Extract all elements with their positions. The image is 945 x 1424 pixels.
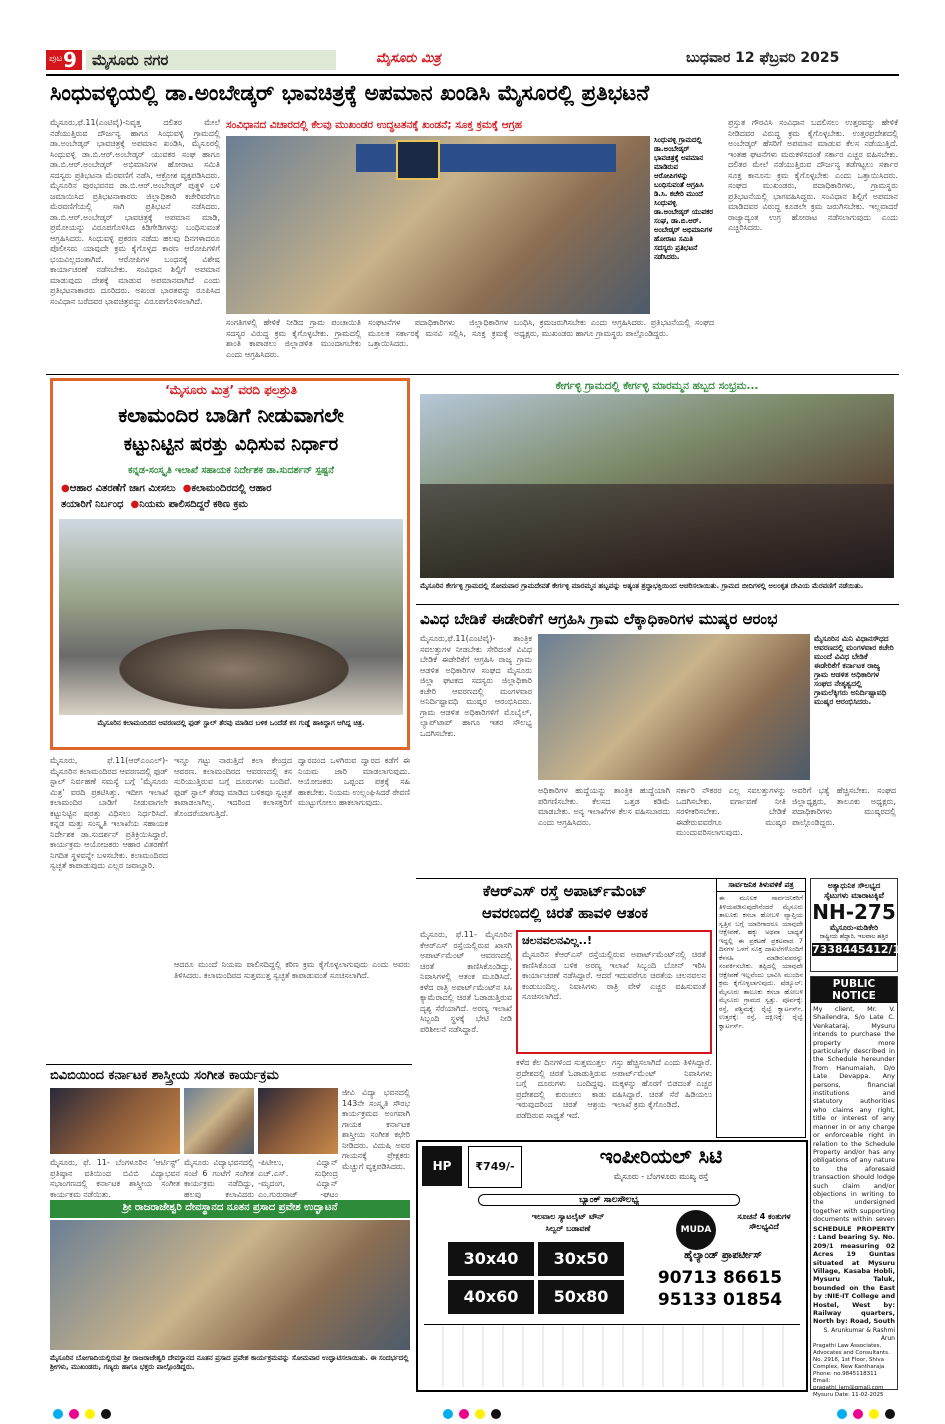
kala-bullet-2: ಕಲಾಮಂದಿರದಲ್ಲಿ ಆಹಾರ (191, 483, 272, 494)
black-dot (885, 1409, 895, 1419)
strike-rule (416, 604, 899, 605)
public-notice (810, 976, 898, 1398)
kala-bullet-4: ನಿಯಮ ಪಾಲಿಸದಿದ್ದರೆ ಕಠಿಣ ಕ್ರಮ (139, 499, 248, 510)
temple-photo (50, 1220, 410, 1350)
strike-body-1: ಮೈಸೂರು,ಫೆ.11(ಎಂಟಿವೈ)- ತಾಂತ್ರಿಕ ಸವಲತ್ತುಗಳ ನೀಡಬೇಕು ಸೇರಿದಂತೆ ವಿವಿಧ ಬೇಡಿಕೆ ಈಡೇರಿಕೆಗೆ ಆಗ್ರಹಿಸಿ ರಾಜ್ಯ ಗ್ರಾಮ ಆಡಳಿತ ಅಧಿಕಾರಿಗಳ ಸಂಘದ ಮೈಸೂರು ಜಿಲ್ಲಾ ಘಟಕದ ಸದಸ್ಯರು ಜಿಲ್ಲಾಧಿಕಾರಿ ಕಚೇರಿ ಆವರಣದಲ್ಲಿ ಮಂಗಳವಾರ ಅನಿರ್ದಿಷ್ಟಾವಧಿ ಮುಷ್ಕರ ಆರಂಭಿಸಿದರು. ಗ್ರಾಮ ಆಡಳಿತ ಅಧಿಕಾರಿಗಳಿಗೆ ಮೊಬೈಲ್, ಲ್ಯಾಪ್‌ಟಾಪ್ ಹಾಗೂ ಇತರ ಸೌಲಭ್ಯ ಒದಗಿಸಬೇಕು. (420, 634, 532, 738)
strike-photo-caption: ಮೈಸೂರಿನ ಮಿನಿ ವಿಧಾನಸೌಧದ ಆವರಣದಲ್ಲಿ ಮಂಗಳವಾರ ಕಚೇರಿ ಮುಂದೆ ವಿವಿಧ ಬೇಡಿಕೆ ಈಡೇರಿಕೆಗೆ ಕರ್ನಾಟಕ ರಾಜ್ಯ ಗ್ರಾಮ ಆಡಳಿತ ಅಧಿಕಾರಿಗಳ ಸಂಘದ ನೇತೃತ್ವದಲ್ಲಿ ಗ್ರಾಮಲೆಕ್ಕಿಗರು ಅನಿರ್ದಿಷ್ಟಾವಧಿ ಮುಷ್ಕರ ಆರಂಭಿಸಿದರು. (814, 634, 894, 706)
lead-body-mid1: ಸಂಗತಿಗಳಲ್ಲಿ ಹೇಳಿಕೆ ನೀಡಿದ ಗ್ರಾಮ ಪಂಚಾಯಿತಿ ಸದಸ್ಯರ ವಿರುದ್ಧ ಕ್ರಮ ಕೈಗೊಳ್ಳಬೇಕು. ಗ್ರಾಮದಲ್ಲಿ ಶಾಂತಿ ಕಾಪಾಡಲು ಜಿಲ್ಲಾಡಳಿತ ಮುಂದಾಗಬೇಕು ಎಂದು ಆಗ್ರಹಿಸಿದರು. (226, 318, 361, 359)
masthead-logo: ಮೈಸೂರು ಮಿತ್ರ (376, 51, 441, 66)
hp-logo-text: HP (432, 1159, 452, 1173)
lead-body-left: ಮೈಸೂರು,ಫೆ.11(ಎಂಟಿವೈ)-ನಿವೃತ್ತ ದಲಿತರ ಮೇಲೆ ನಡೆಯುತ್ತಿರುವ ದೌರ್ಜನ್ಯ ಹಾಗೂ ಸಿಂಧುವಳ್ಳಿ ಗ್ರಾಮದಲ್ಲಿ ಡಾ.ಅಂಬೇಡ್ಕರ್ ಭಾವಚಿತ್ರಕ್ಕೆ ಅಪಮಾನ ಖಂಡಿಸಿ, ಮೈಸೂರಲ್ಲಿ ಸಿಂಧುವಳ್ಳಿ ಡಾ.ಬಿ.ಆರ್.ಅಂಬೇಡ್ಕರ್ ಯುವಕರ ಸಂಘ ಹಾಗೂ ಡಾ.ಬಿ.ಆರ್.ಅಂಬೇಡ್ಕರ್ ಅಭಿಮಾನಿಗಳ ಹೋರಾಟ ಸಮಿತಿ ಸದಸ್ಯರು ಪ್ರತಿಭಟನಾ ಮೆರವಣಿಗೆ ನಡೆಸಿ, ಆಕ್ರೋಶ ವ್ಯಕ್ತಪಡಿಸಿದರು. ಮೈಸೂರಿನ ಪುರಭವನದ ಡಾ.ಬಿ.ಆರ್.ಅಂಬೇಡ್ಕರ್ ಪುತ್ಥಳಿ ಬಳಿ ಜಮಾಯಿಸಿದ ಪ್ರತಿಭಟನಾಕಾರರು ಜಿಲ್ಲಾಧಿಕಾರಿ ಕಚೇರಿವರೆಗೂ ಮೆರವಣಿಗೆಯಲ್ಲಿ ಸಾಗಿ ಪ್ರತಿಭಟನೆ ನಡೆಸಿದರು. ಡಾ.ಬಿ.ಆರ್.ಅಂಬೇಡ್ಕರ್ ಭಾವಚಿತ್ರಕ್ಕೆ ಅಪಮಾನ ಮಾಡಿ, ಪ್ರಮೋಯನ್ನು ವಿರೂಪಗೊಳಿಸಿದ ಕಿಡಿಗೇಡಿಗಳನ್ನು ಬಂಧಿಸುವಂತೆ ಆಗ್ರಹಿಸಿದರು. ಸಿಂಧುವಳ್ಳಿ ಪ್ರಕರಣ ನಡೆದು ಹಲವು ದಿನಗಳಾದರೂ ಪೊಲೀಸರು ಯಾವುದೇ ಕ್ರಮ ಕೈಗೊಳ್ಳದ ಕಾರಣ ಆರೋಪಿಗಳಿಗೆ ಭಯವಿಲ್ಲದಂತಾಗಿದೆ. ಆರೋಪಿಗಳ ಬಂಧನಕ್ಕೆ ವಿಶೇಷ ಕಾರ್ಯಾಚರಣೆ ನಡೆಸಬೇಕು. ಸಂವಿಧಾನ ಶಿಲ್ಪಿಗೆ ಅಪಮಾನ ಮಾಡುವುದು ದೇಶಕ್ಕೆ ಮಾಡುವ ಅಪಮಾನವಾಗಿದೆ ಎಂದು ಪ್ರತಿಭಟನಾಕಾರರು ದೂರಿದರು. ಅಖಂಡ ಭಾರತವನ್ನು ರೂಪಿಸಿದ ಸಂವಿಧಾನ ಬರೆದವರ ಭಾವಚಿತ್ರವನ್ನು ವಿರೂಪಗೊಳಿಸಲಾಗಿದೆ. (50, 118, 220, 306)
nh-ad-line1: ಅತ್ಯಾಧುನಿಕ ಸೌಲಭ್ಯದ (827, 881, 881, 890)
lead-subhead-bar (226, 118, 714, 134)
footer-brand: ಹೈಲ್ಯಾಂಡ್ ಪ್ರಾಪರ್ಟೀಸ್ (684, 1250, 762, 1261)
size-2: 30x50 (538, 1242, 624, 1276)
imperial-title: ಇಂಪೀರಿಯಲ್ ಸಿಟಿ (599, 1144, 723, 1168)
section-bar (86, 50, 336, 70)
banner (356, 144, 616, 172)
music-caption-3: -ಪಿಟೀಲು, ವಿದ್ವಾನ್ ಎಚ್.ಎಸ್. ಸುಧೀಂದ್ರ -ಮೃದಂಗ, ವಿದ್ವಾನ್ ಎಂ.ಗುರುರಾಜ್ -ಘಟಂ (258, 1158, 338, 1198)
nh-ad-line3: ಮೈಸೂರು-ಮಡಿಕೇರಿ (829, 923, 879, 932)
festival-photo (420, 394, 894, 578)
nh-ad-line4: ರಾಷ್ಟ್ರೀಯ ಹೆದ್ದಾರಿ, ಇಲವಾಲ ಹತ್ತಿರ (819, 933, 889, 940)
bank-badge: ಬ್ಯಾಂಕ್ ಸಾಲಸೌಲಭ್ಯ (478, 1194, 740, 1206)
public-notice-signature: S. Arunkumar & Rashmi Arun (823, 1327, 895, 1342)
strike-body-4: ಅವರಿಗೆ ಭತ್ಯೆ ಹೆಚ್ಚಿಸಬೇಕು. ಸಂಘದ ಜಿಲ್ಲಾಧ್ಯಕ್ಷರು, ತಾಲೂಕು ಅಧ್ಯಕ್ಷರು, ಪದಾಧಿಕಾರಿಗಳು ಮುಷ್ಕರದಲ್ಲಿ ಪಾಲ್ಗೊಂಡಿದ್ದರು. (792, 786, 896, 827)
kala-box (50, 378, 410, 750)
music-caption-2: ಮೈಸೂರು ವಿದ್ಯಾಭವನದಲ್ಲಿ ಸಂಜೆ 6 ಗಂಟೆಗೆ ಸಂಗೀತ ಕಾರ್ಯಕ್ರಮ ನಡೆದಿದ್ದು, ಹಲವು ಕಲಾವಿದರು (184, 1158, 254, 1198)
temple-caption: ಮೈಸೂರಿನ ಬೋಗಾದಿಯಲ್ಲಿರುವ ಶ್ರೀ ರಾಜರಾಜೇಶ್ವರಿ ದೇವಸ್ಥಾನದ ನೂತನ ಪ್ರಸಾದ ಪ್ರವೇಶ ಕಾರ್ಯಕ್ರಮವನ್ನು ಸೋಮವಾರ ಉದ್ಘಾಟಿಸಲಾಯಿತು. ಈ ಸಂದರ್ಭದಲ್ಲಿ ಶ್ರೀಗಳು, ಮುಖಂಡರು, ಗಣ್ಯರು ಹಾಗೂ ಭಕ್ತರು ಪಾಲ್ಗೊಂಡಿದ್ದರು. (50, 1354, 409, 1371)
ad-map-area (424, 1324, 800, 1387)
lead-caption-box (654, 136, 714, 314)
kala-bullet-3: ತಯಾರಿಗೆ ನಿರ್ಬಂಧ (61, 499, 124, 510)
music-caption-1: ಮೈಸೂರು, ಫೆ. 11- ಬೆಂಗಳೂರಿನ ‘ಆರ್ಟಿಸ್ಟ್’ ಪ್ರತಿಷ್ಠಾನ ವತಿಯಿಂದ ಬಿವಿಬಿ ವಿದ್ಯಾಭವನ ಸಭಾಂಗಣದಲ್ಲಿ ಕರ್ನಾಟಕ ಶಾಸ್ತ್ರೀಯ ಸಂಗೀತ ಕಾರ್ಯಕ್ರಮ ನಡೆಯಿತು. (50, 1158, 180, 1198)
sizes-grid (448, 1242, 628, 1316)
krs-body-1: ಮೈಸೂರು, ಫೆ.11- ಮೈಸೂರಿನ ಕೆಆರ್‌ಎಸ್ ರಸ್ತೆಯಲ್ಲಿರುವ ಖಾಸಗಿ ಅಪಾರ್ಟ್‌ಮೆಂಟ್ ಆವರಣದಲ್ಲಿ ಚಿರತೆ ಕಾಣಿಸಿಕೊಂಡಿದ್ದು, ನಿವಾಸಿಗಳಲ್ಲಿ ಆತಂಕ ಮೂಡಿಸಿದೆ. ಕಳೆದ ರಾತ್ರಿ ಅಪಾರ್ಟ್‌ಮೆಂಟ್‌ನ ಸಿಸಿ ಕ್ಯಾಮೆರಾದಲ್ಲಿ ಚಿರತೆ ಓಡಾಡುತ್ತಿರುವ ದೃಶ್ಯ ಸೆರೆಯಾಗಿದೆ. ಅರಣ್ಯ ಇಲಾಖೆ ಸಿಬ್ಬಂದಿ ಸ್ಥಳಕ್ಕೆ ಭೇಟಿ ನೀಡಿ ಪರಿಶೀಲನೆ ನಡೆಸಿದ್ದಾರೆ. (420, 930, 512, 1034)
protest-photo (226, 136, 650, 314)
kala-body-1: ಮೈಸೂರು, ಫೆ.11(ಆರ್‌ಎಂಎಲ್)- ಮೈಸೂರಿನ ಕಲಾಮಂದಿರದ ಆವರಣದಲ್ಲಿ ಫುಡ್ ಸ್ಟಾಲ್ ನಿರ್ವಹಣೆ ಸಮಸ್ಯೆ ಬಗ್ಗೆ ‘ಮೈಸೂರು ಮಿತ್ರ’ ವರದಿ ಪ್ರಕಟಿಸಿತ್ತು. ಇದೀಗ ಇಲಾಖೆ ಕಲಾಮಂದಿರ ಬಾಡಿಗೆ ನೀಡುವಾಗಲೇ ಕಟ್ಟುನಿಟ್ಟಿನ ಷರತ್ತು ವಿಧಿಸಲು ನಿರ್ಧರಿಸಿದೆ. ಕನ್ನಡ ಮತ್ತು ಸಂಸ್ಕೃತಿ ಇಲಾಖೆಯ ಸಹಾಯಕ ನಿರ್ದೇಶಕ ಡಾ.ಸುದರ್ಶನ್ ಪ್ರತಿಕ್ರಿಯಿಸಿದ್ದಾರೆ. ಕಾರ್ಯಕ್ರಮ ಆಯೋಜಕರು ಆಹಾರ ವಿತರಣೆಗೆ ನಿಗದಿತ ಸ್ಥಳವನ್ನೇ ಬಳಸಬೇಕು. ಕಲಾಮಂದಿರದ ಸ್ವಚ್ಛತೆ ಕಾಪಾಡುವುದು ಎಲ್ಲರ ಜವಾಬ್ದಾರಿ. (50, 756, 168, 870)
public-notice-firm: Pragathi Law Associates, Advocates and Consultants. No. 2916, 1st Floor, Shiva Complex, New Kantharaja (813, 1343, 890, 1370)
krs-body-3: ಗಸ್ತು ಹೆಚ್ಚಿಸಲಾಗಿದೆ ಎಂದು ತಿಳಿಸಿದ್ದಾರೆ. ಅಪಾರ್ಟ್‌ಮೆಂಟ್ ನಿವಾಸಿಗಳು ಮಕ್ಕಳನ್ನು ಹೊರಗೆ ಬಿಡದಂತೆ ಎಚ್ಚರ ವಹಿಸಿದ್ದಾರೆ. ಚಿರತೆ ಸೆರೆ ಹಿಡಿಯಲು ಇಲಾಖೆ ಕ್ರಮ ಕೈಗೊಂಡಿದೆ. (612, 1058, 712, 1109)
temple-headline-bar (50, 1200, 410, 1218)
kala-body-4: ಆದರೂ ಮುಂದೆ ನಿಯಮ ಪಾಲಿಸದಿದ್ದಲ್ಲಿ ಕಠಿಣ ಕ್ರಮ ಕೈಗೊಳ್ಳಲಾಗುವುದು ಎಂದು ಅವರು ತಿಳಿಸಿದರು. ಕಲಾಮಂದಿರದ ಸುತ್ತಮುತ್ತ ಸ್ವಚ್ಛತೆ ಕಾಪಾಡುವಂತೆ ಸೂಚಿಸಲಾಗಿದೆ. (174, 960, 410, 980)
black-dot (491, 1409, 501, 1419)
muda-badge (676, 1210, 716, 1250)
kala-body-3: ದ್ವಾರದಂದ ಒಳಗಿರುವ ದ್ವಾರದ ಕಡೆಗೆ ಈ ನಿಯಮ ಜಾರಿ ಮಾಡಲಾಗುವುದು. ಆಯೋಜಕರು ಒಪ್ಪಂದ ಪತ್ರಕ್ಕೆ ಸಹಿ ಹಾಕಬೇಕು. ನಿಯಮ ಉಲ್ಲಂಘಿಸಿದರೆ ಠೇವಣಿ ಮುಟ್ಟುಗೋಲು ಹಾಕಲಾಗುವುದು. (298, 756, 410, 807)
kala-bullet-1: ಆಹಾರ ವಿತರಣೆಗೆ ಜಾಗ ಮೀಸಲು (69, 483, 176, 494)
size-4: 50x80 (538, 1280, 624, 1314)
public-notice-phone: Phone: no.9845118311 (813, 1371, 878, 1377)
registration-marks-right (834, 1404, 898, 1423)
temple-headline: ಶ್ರೀ ರಾಜರಾಜೇಶ್ವರಿ ದೇವಸ್ಥಾನದ ನೂತನ ಪ್ರಸಾದ ಪ್ರವೇಶ ಉದ್ಘಾಟನೆ (122, 1202, 338, 1213)
lead-headline: ಸಿಂಧುವಳ್ಳಿಯಲ್ಲಿ ಡಾ.ಅಂಬೇಡ್ಕರ್ ಭಾವಚಿತ್ರಕ್ಕೆ ಅಪಮಾನ ಖಂಡಿಸಿ ಮೈಸೂರಲ್ಲಿ ಪ್ರತಿಭಟನೆ (50, 81, 650, 106)
registration-marks-center (440, 1404, 504, 1423)
kala-headline-2: ಕಟ್ಟುನಿಟ್ಟಿನ ಷರತ್ತು ವಿಧಿಸುವ ನಿರ್ಧಾರ (123, 434, 339, 455)
kala-bullets (61, 481, 405, 515)
public-notice-body: My client, Mr. V. Shailendra, S/o Late C. Venkataraj, Mysuru intends to purchase the property more particularly described in the Schedule hereunder from Hanumaiah, D/o Late Devappa. Any persons, financial institutions and statutory authorities who claims any right, title or interest of any manner in or any charge or enforceable right in relation to the Schedule Property and/or has any obligations of any nature to the aforesaid transaction should lodge such claim and/or objections in writing to the undersigned together with supporting documents within seven (813, 1005, 895, 1224)
public-notice-email: Email: pragathi_lam@gmail.com (813, 1378, 884, 1391)
bullet-dot: ● (61, 483, 70, 494)
issue-date: ಬುಧವಾರ 12 ಫೆಬ್ರವರಿ 2025 (686, 50, 840, 66)
header-rule (46, 74, 899, 76)
garbage-photo (59, 519, 403, 715)
kannada-notice-body: ಈ ಮೂಲಕ ಸಾರ್ವಜನಿಕರಿಗೆ ತಿಳಿಯಪಡಿಸುವುದೇನೆಂದರೆ ಮೈಸೂರು ತಾಲೂಕು ಕಸಬಾ ಹೋಬಳಿ ವ್ಯಾಪ್ತಿಯ ಸ್ವತ್ತಿನ ಬಗ್ಗೆ ಯಾರಿಗಾದರೂ ಯಾವುದೇ ಆಕ್ಷೇಪಣೆ, ಹಕ್ಕು ಅಥವಾ ಬಾಧ್ಯತೆ ಇದ್ದಲ್ಲಿ ಈ ಪ್ರಕಟಣೆ ಪ್ರಕಟವಾದ 7 ದಿನಗಳ ಒಳಗೆ ಸೂಕ್ತ ದಾಖಲೆಗಳೊಂದಿಗೆ ಕೆಳಸಹಿ ಮಾಡಿರುವವರನ್ನು ಸಂಪರ್ಕಿಸಬೇಕು. ತಪ್ಪಿದಲ್ಲಿ ಯಾವುದೇ ಆಕ್ಷೇಪಣೆ ಇಲ್ಲವೆಂದು ಭಾವಿಸಿ ಮುಂದಿನ ಕ್ರಮ ಕೈಗೊಳ್ಳಲಾಗುವುದು. ಷೆಡ್ಯೂಲ್: ಮೈಸೂರು ತಾಲೂಕು ಕಸಬಾ ಹೋಬಳಿ ಮೈಸೂರು ಗ್ರಾಮದ ಸ್ವತ್ತು. ಪೂರ್ವಕ್ಕೆ: ರಸ್ತೆ, ಪಶ್ಚಿಮಕ್ಕೆ: ರೈಲ್ವೆ ಕ್ವಾರ್ಟರ್ಸ್, ಉತ್ತರಕ್ಕೆ: ರಸ್ತೆ, ದಕ್ಷಿಣಕ್ಕೆ: ರೈಲ್ವೆ ಕ್ವಾರ್ಟರ್ಸ್. (719, 894, 803, 1030)
kala-body-2: ಇನ್ನೂ ಗಟ್ಟು ನಾರುತ್ತಿದೆ ಕಲಾ ಕೇಂದ್ರದ ಆವರಣ. ಕಲಾಮಂದಿರದ ಆವರಣದಲ್ಲಿ ಕಸ ಸುರಿಯುತ್ತಿರುವ ಬಗ್ಗೆ ದೂರುಗಳು ಬಂದಿವೆ. ಫುಡ್ ಸ್ಟಾಲ್ ತೆರವು ಮಾಡಿದ ಬಳಿಕವೂ ಸ್ವಚ್ಛತೆ ಕಾಪಾಡಲಾಗಿಲ್ಲ. ಇದರಿಂದ ಕಲಾಸಕ್ತರಿಗೆ ತೊಂದರೆಯಾಗುತ್ತಿದೆ. (174, 756, 292, 818)
music-photo-1 (50, 1088, 180, 1154)
public-notice-title: PUBLIC NOTICE (811, 977, 897, 1003)
nh-ad-line2: ಸೈಟುಗಳು ಮಾರಾಟಕ್ಕಿವೆ (824, 891, 884, 900)
imperial-line1: ಇಲವಾಲ ಸ್ಯಾಟಲೈಟ್ ಟೌನ್ (531, 1212, 605, 1221)
cyan-dot (837, 1409, 847, 1419)
magenta-dot (459, 1409, 469, 1419)
bullet-dot: ● (182, 483, 192, 494)
music-body: ಜೀವಿ ವಿದ್ಯಾ ಭವನದಲ್ಲಿ 143ನೇ ಸಂಸ್ಕೃತಿ ಸೌರಭ ಕಾರ್ಯಕ್ರಮದ ಅಂಗವಾಗಿ ಗಾಯಕ ಕರ್ನಾಟಕ ಶಾಸ್ತ್ರೀಯ ಸಂಗೀತ ಕಛೇರಿ ನೀಡಿದರು. ವಿದುಷಿ ಅವರ ಗಾಯನಕ್ಕೆ ಪ್ರೇಕ್ಷಕರು ಮೆಚ್ಚುಗೆ ವ್ಯಕ್ತಪಡಿಸಿದರು. (342, 1088, 410, 1171)
nh275-ad (810, 878, 908, 972)
krs-box-title: ಚಲನವಲನವಿಲ್ಲ..! (522, 934, 592, 947)
nh-ad-title: NH-275 (812, 900, 896, 924)
price-tag (468, 1146, 522, 1188)
lead-bottom-rule (46, 374, 899, 375)
size-1: 30x40 (448, 1242, 534, 1276)
krs-box (516, 930, 712, 1054)
music-photo-2 (184, 1088, 254, 1154)
price: ₹749/- (475, 1160, 515, 1173)
magenta-dot (853, 1409, 863, 1419)
music-headline: ಬಿವಿಬಿಯಿಂದ ಕರ್ನಾಟಕ ಶಾಸ್ತ್ರೀಯ ಸಂಗೀತ ಕಾರ್ಯಕ್ರಮ (50, 1068, 279, 1083)
festival-headline: ಕೇರ್ಗಳ್ಳಿ ಗ್ರಾಮದಲ್ಲಿ ಕೇರ್ಗಳ್ಳಿ ಮಾರಮ್ಮನ ಹಬ್ಬದ ಸಂಭ್ರಮ... (555, 380, 759, 392)
black-dot (101, 1409, 111, 1419)
krs-box-body: ಮೈಸೂರಿನ ಕೆಆರ್‌ಎಸ್ ರಸ್ತೆಯಲ್ಲಿರುವ ಅಪಾರ್ಟ್‌ಮೆಂಟ್‌ನಲ್ಲಿ ಚಿರತೆ ಕಾಣಿಸಿಕೊಂಡ ಬಳಿಕ ಅರಣ್ಯ ಇಲಾಖೆ ಸಿಬ್ಬಂದಿ ಬೋನ್ ಇರಿಸಿ ಕಾರ್ಯಾಚರಣೆ ನಡೆಸಿದ್ದಾರೆ. ಆದರೆ ಇದುವರೆಗೂ ಚಿರತೆಯ ಚಲನವಲನ ಕಂಡುಬಂದಿಲ್ಲ. ನಿವಾಸಿಗಳು ರಾತ್ರಿ ವೇಳೆ ಎಚ್ಚರ ವಹಿಸುವಂತೆ ಸೂಚಿಸಲಾಗಿದೆ. (522, 950, 706, 1001)
kannada-notice-title: ಸಾರ್ವಜನಿಕ ತಿಳುವಳಿಕೆ ಪತ್ರ (717, 879, 805, 892)
magenta-dot (69, 1409, 79, 1419)
phone-2: 95133 01854 (657, 1290, 783, 1310)
page-label: ಪುಟ (49, 54, 63, 64)
cyan-dot (443, 1409, 453, 1419)
yellow-dot (475, 1409, 485, 1419)
yellow-dot (85, 1409, 95, 1419)
cyan-dot (53, 1409, 63, 1419)
kala-caption: ಮೈಸೂರಿನ ಕಲಾಮಂದಿರದ ಆವರಣದಲ್ಲಿ ಫುಡ್ ಸ್ಟಾಲ್ ತೆರವು ಮಾಡಿದ ಬಳಿಕ ಒಂದೆಡೆ ಕಸ ಗುಡ್ಡೆ ಹಾಕಿದ್ದಾಗ ಆಗಿದ್ದ ಚಿತ್ರ. (97, 719, 365, 727)
imperial-line2: ಸಿಲ್ವರ್ ಬಡಾವಣೆ (545, 1224, 591, 1233)
music-rule (46, 1064, 412, 1065)
page-header (46, 48, 899, 72)
ambedkar-portrait (396, 140, 440, 180)
kala-kicker: ‘ಮೈಸೂರು ಮಿತ್ರ’ ವರದಿ ಫಲಶ್ರುತಿ (165, 383, 297, 397)
krs-headline-2: ಆವರಣದಲ್ಲಿ ಚಿರತೆ ಹಾವಳಿ ಆತಂಕ (481, 904, 649, 922)
installment-note: ಸೂಚನೆ 4 ಕಂತುಗಳ ಸೌಲಭ್ಯವಿದೆ (737, 1212, 791, 1231)
page-number: 9 (63, 48, 77, 72)
hp-logo (422, 1146, 462, 1186)
crowd (420, 484, 894, 578)
lead-subhead: ಸಂವಿಧಾನದ ವಿಚಾರದಲ್ಲಿ ಕೆಲವು ಮುಖಂಡರ ಉದ್ಧಟತನಕ್ಕೆ ಖಂಡನೆ; ಸೂಕ್ತ ಕ್ರಮಕ್ಕೆ ಆಗ್ರಹ (226, 119, 523, 131)
kala-sub: ಕನ್ನಡ-ಸಂಸ್ಕೃತಿ ಇಲಾಖೆ ಸಹಾಯಕ ನಿರ್ದೇಶಕ ಡಾ.ಸುದರ್ಶನ್ ಸ್ಪಷ್ಟನೆ (128, 465, 334, 476)
bullet-dot: ● (130, 499, 140, 510)
lead-body-right: ಪ್ರಸ್ತುತ ಗೌರವಿಸಿ ಸಂವಿಧಾನ ಬದಲಿಸಲು ಉತ್ತರವನ್ನು ಹೇಳಿಕೆ ನೀಡಿದವರ ವಿರುದ್ಧ ಕ್ರಮ ಕೈಗೊಳ್ಳಬೇಕು. ಉತ್ತರಪ್ರದೇಶದಲ್ಲಿ ಅಂಬೇಡ್ಕರ್ ಹೆಸರಿಗೆ ಅಪಮಾನ ಮಾಡುವ ಕೆಲಸ ನಡೆಯುತ್ತಿದೆ. ಇಂತಹ ಘಟನೆಗಳು ಮರುಕಳಿಸದಂತೆ ಸರ್ಕಾರ ಎಚ್ಚರ ವಹಿಸಬೇಕು. ದಲಿತರ ಮೇಲೆ ನಡೆಯುತ್ತಿರುವ ದೌರ್ಜನ್ಯ ತಡೆಗಟ್ಟಲು ಸರ್ಕಾರ ಸೂಕ್ತ ಕಾನೂನು ಕ್ರಮ ಕೈಗೊಳ್ಳಬೇಕು ಎಂದು ಒತ್ತಾಯಿಸಿದರು. ಸಂಘದ ಮುಖಂಡರು, ಪದಾಧಿಕಾರಿಗಳು, ಗ್ರಾಮಸ್ಥರು ಪ್ರತಿಭಟನೆಯಲ್ಲಿ ಭಾಗವಹಿಸಿದ್ದರು. ಸಂವಿಧಾನ ಶಿಲ್ಪಿಗೆ ಅಪಮಾನ ಮಾಡಿದವರ ವಿರುದ್ಧ ಕೂಡಲೇ ಕ್ರಮ ಜರುಗಿಸಬೇಕು. ಇಲ್ಲವಾದರೆ ರಾಜ್ಯಾದ್ಯಂತ ಉಗ್ರ ಹೋರಾಟ ನಡೆಸಲಾಗುವುದು ಎಂದು ಎಚ್ಚರಿಸಿದರು. (728, 118, 898, 232)
music-photo-3 (258, 1088, 338, 1154)
public-notice-schedule: SCHEDULE PROPERTY : Land bearing Sy. No. 209/1 measuring 02 Acres 19 Guntas situated at Mysuru Village, Kasaba Hobli, Mysuru Taluk, bounded on the East by :NIE-IT College and Hostel, West by: Railway quarters, North by: Road, South (813, 1225, 895, 1326)
lead-body-mid3: ಬಂಧಿಸಿ, ಕ್ರಮಜರುಗಿಸಬೇಕು ಎಂದು ಆಗ್ರಹಿಸಿದರು. ಪ್ರತಿಭಟನೆಯಲ್ಲಿ ಸಂಘದ ಅಧ್ಯಕ್ಷರು, ಮುಖಂಡರು ಹಾಗೂ ಗ್ರಾಮಸ್ಥರು ಪಾಲ್ಗೊಂಡಿದ್ದರು. (514, 318, 714, 338)
krs-body-2: ಕಳೆದ ಕೆಲ ದಿನಗಳಿಂದ ಸುತ್ತಮುತ್ತಲ ಪ್ರದೇಶದಲ್ಲಿ ಚಿರತೆ ಓಡಾಡುತ್ತಿರುವ ಬಗ್ಗೆ ದೂರುಗಳು ಬಂದಿದ್ದವು. ಪ್ರದೇಶದಲ್ಲಿ ಕುರುಚಲು ಕಾಡು ಇರುವುದರಿಂದ ಚಿರತೆ ಆಶ್ರಯ ಪಡೆದಿರುವ ಸಾಧ್ಯತೆ ಇದೆ. (516, 1058, 606, 1120)
lead-photo-caption: ಸಿಂಧುವಳ್ಳಿ ಗ್ರಾಮದಲ್ಲಿ ಡಾ.ಅಂಬೇಡ್ಕರ್ ಭಾವಚಿತ್ರಕ್ಕೆ ಅಪಮಾನ ಮಾಡಿರುವ ಆರೋಪಿಗಳನ್ನು ಬಂಧಿಸುವಂತೆ ಆಗ್ರಹಿಸಿ ಡಿ.ಸಿ. ಕಚೇರಿ ಮುಂದೆ ಸಿಂಧುವಳ್ಳಿ ಡಾ.ಅಂಬೇಡ್ಕರ್ ಯುವಕರ ಸಂಘ, ಡಾ.ಬಿ.ಆರ್. ಅಂಬೇಡ್ಕರ್ ಅಭಿಮಾನಿಗಳ ಹೋರಾಟ ಸಮಿತಿ ಸದಸ್ಯರು ಪ್ರತಿಭಟನೆ ನಡೆಸಿದರು. (654, 136, 713, 261)
strike-headline: ವಿವಿಧ ಬೇಡಿಕೆ ಈಡೇರಿಕೆಗೆ ಆಗ್ರಹಿಸಿ ಗ್ರಾಮ ಲೆಕ್ಕಾಧಿಕಾರಿಗಳ ಮುಷ್ಕರ ಆರಂಭ (420, 610, 778, 628)
yellow-dot (869, 1409, 879, 1419)
registration-marks-left (50, 1404, 114, 1423)
section-title: ಮೈಸೂರು ನಗರ (92, 51, 169, 69)
kannada-notice (716, 878, 806, 1138)
imperial-subtitle: ಮೈಸೂರು - ಬೆಂಗಳೂರು ಮುಖ್ಯ ರಸ್ತೆ (613, 1172, 709, 1181)
size-3: 40x60 (448, 1280, 534, 1314)
festival-caption: ಮೈಸೂರಿನ ಕೇರ್ಗಳ್ಳಿ ಗ್ರಾಮದಲ್ಲಿ ಸೋಮವಾರ ಗ್ರಾಮದೇವತೆ ಕೇರ್ಗಳ್ಳಿ ಮಾರಮ್ಮನ ಹಬ್ಬವನ್ನು ಅತ್ಯಂತ ಶ್ರದ್ಧಾಭಕ್ತಿಯಿಂದ ಆಚರಿಸಲಾಯಿತು. ಗ್ರಾಮದ ಬೀದಿಗಳಲ್ಲಿ ಅಲಂಕೃತ ದೇವಿಯ ಮೆರವಣಿಗೆ ನಡೆಯಿತು. (420, 582, 864, 590)
strike-body-3: ಸರ್ಕಾರಿ ನೌಕರರ ಎಲ್ಲ ಸವಲತ್ತುಗಳನ್ನು ಒದಗಿಸಬೇಕು. ವರ್ಗಾವಣೆ ನೀತಿ ಸರಳೀಕರಿಸಬೇಕು. ಬೇಡಿಕೆ ಈಡೇರುವವರೆಗೂ ಮುಷ್ಕರ ಮುಂದುವರಿಸಲಾಗುವುದು. (676, 786, 786, 837)
nh-ad-phone: 7338445412/13 (812, 943, 908, 956)
imperial-ad (416, 1140, 808, 1392)
strike-photo (538, 634, 810, 780)
muda-text: MUDA (680, 1225, 712, 1235)
kala-headline-1: ಕಲಾಮಂದಿರ ಬಾಡಿಗೆ ನೀಡುವಾಗಲೇ (118, 403, 344, 427)
krs-headline-1: ಕೆಆರ್‌ಎಸ್ ರಸ್ತೆ ಅಪಾರ್ಟ್‌ಮೆಂಟ್ (482, 882, 648, 900)
lead-body-mid2: ಸಂಘಟನೆಗಳ ಪದಾಧಿಕಾರಿಗಳು ಜಿಲ್ಲಾಧಿಕಾರಿಗಳ ಮೂಲಕ ಸರ್ಕಾರಕ್ಕೆ ಮನವಿ ಸಲ್ಲಿಸಿ, ಸೂಕ್ತ ಕ್ರಮಕ್ಕೆ ಒತ್ತಾಯಿಸಿದರು. (368, 318, 508, 348)
page-label-box (46, 50, 82, 70)
phone-1: 90713 86615 (657, 1268, 783, 1288)
garbage-pile (119, 629, 349, 709)
strike-body-2: ಅಧಿಕಾರಿಗಳ ಹುದ್ದೆಯನ್ನು ತಾಂತ್ರಿಕ ಹುದ್ದೆಯಾಗಿ ಪರಿಗಣಿಸಬೇಕು. ಕೆಲಸದ ಒತ್ತಡ ಕಡಿಮೆ ಮಾಡಬೇಕು. ಅನ್ಯ ಇಲಾಖೆಗಳ ಕೆಲಸ ವಹಿಸಬಾರದು ಎಂದು ಆಗ್ರಹಿಸಿದರು. (538, 786, 670, 827)
public-notice-date: Mysuru Date: 11-02-2025 (813, 1392, 884, 1398)
krs-rule (416, 878, 716, 879)
